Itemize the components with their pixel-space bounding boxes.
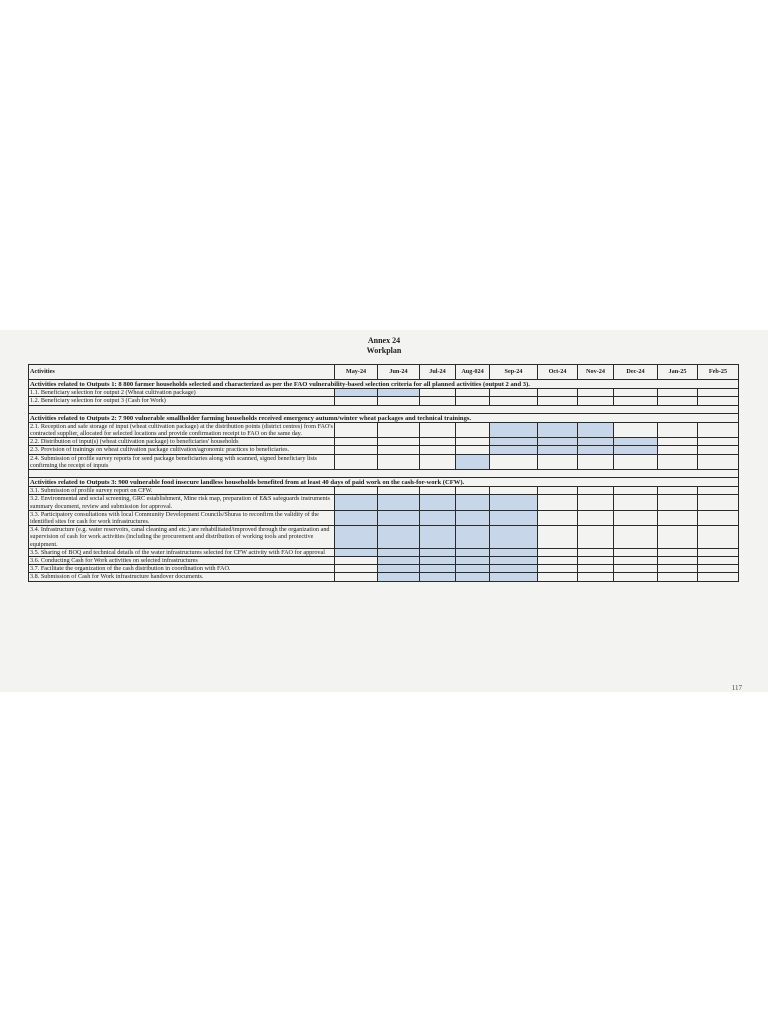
schedule-cell-active (335, 510, 378, 525)
column-header-month: Aug-024 (456, 365, 490, 380)
table-body (29, 380, 739, 582)
schedule-cell-active (335, 548, 378, 556)
section-heading-row (29, 478, 739, 487)
schedule-cell-active (538, 438, 578, 446)
schedule-cell (698, 454, 739, 469)
schedule-cell (698, 438, 739, 446)
schedule-cell (658, 389, 698, 397)
workplan-table (28, 364, 739, 582)
schedule-cell (578, 487, 614, 495)
activity-label: 3.4. Infrastructure (e.g. water reservoirs, canal cleaning and etc.) are rehabilitated/improved through the organization and supervision of cash for work activities (including the procurement and distribution of working tools and protective equipment. (29, 526, 335, 549)
column-header-month: Oct-24 (538, 365, 578, 380)
activity-label: 3.7. Facilitate the organization of the cash distribution in coordination with FAO. (29, 565, 335, 573)
annex-title: Annex 24 (367, 336, 401, 345)
activity-label: 2.1. Reception and safe storage of input (wheat cultivation package) at the distribution points (district centres) from FAO's contracted supplier, allocated for selected locations and provide confirmation receipt to FAO on the same day. (30, 422, 333, 438)
header-row (29, 365, 739, 380)
page-number: 117 (731, 684, 742, 692)
schedule-cell (456, 422, 490, 437)
schedule-cell (698, 557, 739, 565)
schedule-cell-active (490, 565, 538, 573)
schedule-cell (614, 526, 658, 549)
schedule-cell (420, 422, 456, 437)
activity-row (29, 495, 739, 510)
schedule-cell-active (378, 389, 420, 397)
schedule-cell-active (420, 565, 456, 573)
schedule-cell (698, 389, 739, 397)
schedule-cell (335, 557, 378, 565)
schedule-cell (658, 526, 698, 549)
schedule-cell (335, 438, 378, 446)
schedule-cell-active (456, 510, 490, 525)
schedule-cell-active (538, 422, 578, 437)
schedule-cell (614, 565, 658, 573)
activity-label: 3.8. Submission of Cash for Work infrastructure handover documents. (29, 573, 335, 581)
schedule-cell (335, 454, 378, 469)
schedule-cell (698, 526, 739, 549)
schedule-cell (456, 446, 490, 454)
schedule-cell-active (378, 526, 420, 549)
schedule-cell (614, 389, 658, 397)
activity-row (29, 487, 739, 495)
schedule-cell-active (420, 510, 456, 525)
schedule-cell-active (490, 422, 538, 437)
schedule-cell (658, 510, 698, 525)
schedule-cell-active (456, 557, 490, 565)
schedule-cell-active (420, 526, 456, 549)
schedule-cell (698, 446, 739, 454)
schedule-cell (658, 454, 698, 469)
schedule-cell (698, 422, 739, 437)
schedule-cell-active (420, 573, 456, 581)
schedule-cell (658, 565, 698, 573)
schedule-cell (420, 397, 456, 405)
schedule-cell (614, 510, 658, 525)
schedule-cell (658, 557, 698, 565)
activity-row (29, 446, 739, 454)
schedule-cell (420, 487, 456, 495)
schedule-cell (614, 397, 658, 405)
schedule-cell-active (456, 526, 490, 549)
schedule-cell (614, 495, 658, 510)
schedule-cell-active (335, 389, 378, 397)
column-header-month: Jun-24 (378, 365, 420, 380)
schedule-cell (658, 548, 698, 556)
schedule-cell-active (578, 422, 614, 437)
schedule-cell (456, 487, 490, 495)
schedule-cell (578, 397, 614, 405)
title-block (0, 336, 768, 356)
activity-row (29, 454, 739, 469)
schedule-cell (658, 573, 698, 581)
schedule-cell (538, 573, 578, 581)
activity-label: 3.3. Participatory consultations with local Community Development Councils/Shuras to reconfirm the validity of the identified sites for cash for work infrastructures. (29, 510, 335, 525)
activity-label: 3.2. Environmental and social screening, GRC establishment, Mine risk map, preparation of E&S safeguards instruments summary document, review and submission for approval. (29, 495, 335, 510)
schedule-cell (378, 422, 420, 437)
column-header-month: Dec-24 (614, 365, 658, 380)
section-heading: Activities related to Outputs 1: 8 800 farmer households selected and characterized as per the FAO vulnerability-based selection criteria for all planned activities (output 2 and 3). (29, 380, 739, 389)
schedule-cell-active (456, 573, 490, 581)
schedule-cell (490, 454, 538, 469)
schedule-cell (658, 446, 698, 454)
schedule-cell (538, 565, 578, 573)
schedule-cell-active (456, 495, 490, 510)
schedule-cell (420, 454, 456, 469)
activity-label: 3.5. Sharing of BOQ and technical details of the water infrastructures selected for CFW activity with FAO for approval (29, 548, 335, 556)
schedule-cell (614, 422, 658, 437)
schedule-cell (335, 573, 378, 581)
schedule-cell (378, 446, 420, 454)
schedule-cell-active (456, 548, 490, 556)
schedule-cell-active (378, 573, 420, 581)
activity-label: 2.3. Provision of trainings on wheat cultivation package cultivation/agronomic practices to beneficiaries. (29, 446, 335, 454)
schedule-cell (335, 446, 378, 454)
schedule-cell (578, 565, 614, 573)
schedule-cell (578, 548, 614, 556)
activity-label: 1.2. Beneficiary selection for output 3 (Cash for Work) (29, 397, 335, 405)
activity-label: 3.1. Submission of profile survey report on CFW. (29, 487, 335, 495)
schedule-cell (456, 438, 490, 446)
column-header-month: Sep-24 (490, 365, 538, 380)
schedule-cell (698, 565, 739, 573)
schedule-cell (698, 495, 739, 510)
schedule-cell (538, 548, 578, 556)
activity-row (29, 438, 739, 446)
activity-label: 2.2. Distribution of input(s) (wheat cultivation package) to beneficiaries' households (29, 438, 335, 446)
schedule-cell (578, 389, 614, 397)
section-spacer (29, 405, 739, 413)
schedule-cell-active (420, 548, 456, 556)
schedule-cell (335, 422, 378, 437)
schedule-cell (578, 573, 614, 581)
schedule-cell (335, 397, 378, 405)
activity-row (29, 557, 739, 565)
section-spacer (29, 470, 739, 478)
schedule-cell (614, 573, 658, 581)
schedule-cell (490, 487, 538, 495)
schedule-cell (578, 526, 614, 549)
schedule-cell (490, 389, 538, 397)
schedule-cell (698, 487, 739, 495)
schedule-cell (538, 526, 578, 549)
schedule-cell-active (490, 438, 538, 446)
section-heading: Activities related to Outputs 2: 7 900 vulnerable smallholder farming households received emergency autumn/winter wheat packages and technical trainings. (29, 413, 739, 422)
schedule-cell (420, 389, 456, 397)
schedule-cell (538, 557, 578, 565)
schedule-cell (456, 389, 490, 397)
activity-row (29, 510, 739, 525)
schedule-cell (490, 397, 538, 405)
schedule-cell-active (456, 565, 490, 573)
schedule-cell (658, 487, 698, 495)
schedule-cell-active (490, 446, 538, 454)
schedule-cell (538, 389, 578, 397)
schedule-cell (578, 454, 614, 469)
scanned-page (0, 330, 768, 692)
column-header-month: May-24 (335, 365, 378, 380)
schedule-cell (456, 397, 490, 405)
schedule-cell (578, 495, 614, 510)
section-heading: Activities related to Outputs 3: 900 vulnerable food insecure landless households benefited from at least 40 days of paid work on the cash-for-work (CFW). (29, 478, 739, 487)
schedule-cell-active (378, 495, 420, 510)
schedule-cell-active (456, 454, 490, 469)
activity-row (29, 548, 739, 556)
schedule-cell (614, 454, 658, 469)
schedule-cell (614, 548, 658, 556)
activity-row (29, 573, 739, 581)
activity-row (29, 526, 739, 549)
section-heading-row (29, 413, 739, 422)
schedule-cell-active (378, 510, 420, 525)
schedule-cell-active (335, 495, 378, 510)
column-header-month: Nov-24 (578, 365, 614, 380)
schedule-cell-active (420, 557, 456, 565)
activity-row (29, 389, 739, 397)
schedule-cell-active (420, 495, 456, 510)
schedule-cell (335, 487, 378, 495)
schedule-cell (378, 397, 420, 405)
schedule-cell-active (490, 526, 538, 549)
section-heading-row (29, 380, 739, 389)
column-header-month: Jan-25 (658, 365, 698, 380)
schedule-cell-active (614, 446, 658, 454)
schedule-cell (335, 565, 378, 573)
column-header-activities: Activities (29, 365, 335, 380)
schedule-cell (378, 454, 420, 469)
schedule-cell (378, 438, 420, 446)
schedule-cell (614, 557, 658, 565)
schedule-cell-active (538, 446, 578, 454)
schedule-cell (538, 487, 578, 495)
schedule-cell (698, 510, 739, 525)
column-header-month: Feb-25 (698, 365, 739, 380)
schedule-cell-active (614, 438, 658, 446)
schedule-cell (378, 487, 420, 495)
schedule-cell (578, 510, 614, 525)
schedule-cell-active (378, 565, 420, 573)
schedule-cell-active (490, 495, 538, 510)
schedule-cell (658, 495, 698, 510)
schedule-cell-active (578, 446, 614, 454)
column-header-month: Jul-24 (420, 365, 456, 380)
activity-label: 3.6. Conducting Cash for Work activities on selected infrastructures (29, 557, 335, 565)
schedule-cell (420, 446, 456, 454)
schedule-cell-active (335, 526, 378, 549)
schedule-cell (420, 438, 456, 446)
schedule-cell-active (378, 548, 420, 556)
schedule-cell-active (378, 557, 420, 565)
activity-row (29, 565, 739, 573)
schedule-cell (658, 422, 698, 437)
schedule-cell (698, 573, 739, 581)
activity-label: 2.4. Submission of profile survey reports for seed package beneficiaries along with scanned, signed beneficiary lists confirming the receipt of inputs (29, 454, 335, 469)
activity-label: 1.1. Beneficiary selection for output 2 (Wheat cultivation package) (29, 389, 335, 397)
schedule-cell-active (578, 438, 614, 446)
schedule-cell (658, 397, 698, 405)
schedule-cell (578, 557, 614, 565)
schedule-cell (614, 487, 658, 495)
schedule-cell (538, 495, 578, 510)
schedule-cell (658, 438, 698, 446)
schedule-cell-active (490, 573, 538, 581)
activity-row (29, 397, 739, 405)
schedule-cell (698, 397, 739, 405)
schedule-cell (698, 548, 739, 556)
schedule-cell (538, 510, 578, 525)
schedule-cell-active (490, 557, 538, 565)
workplan-title: Workplan (366, 346, 402, 355)
schedule-cell-active (490, 548, 538, 556)
schedule-cell (538, 454, 578, 469)
activity-row (29, 422, 739, 437)
schedule-cell (538, 397, 578, 405)
schedule-cell-active (490, 510, 538, 525)
